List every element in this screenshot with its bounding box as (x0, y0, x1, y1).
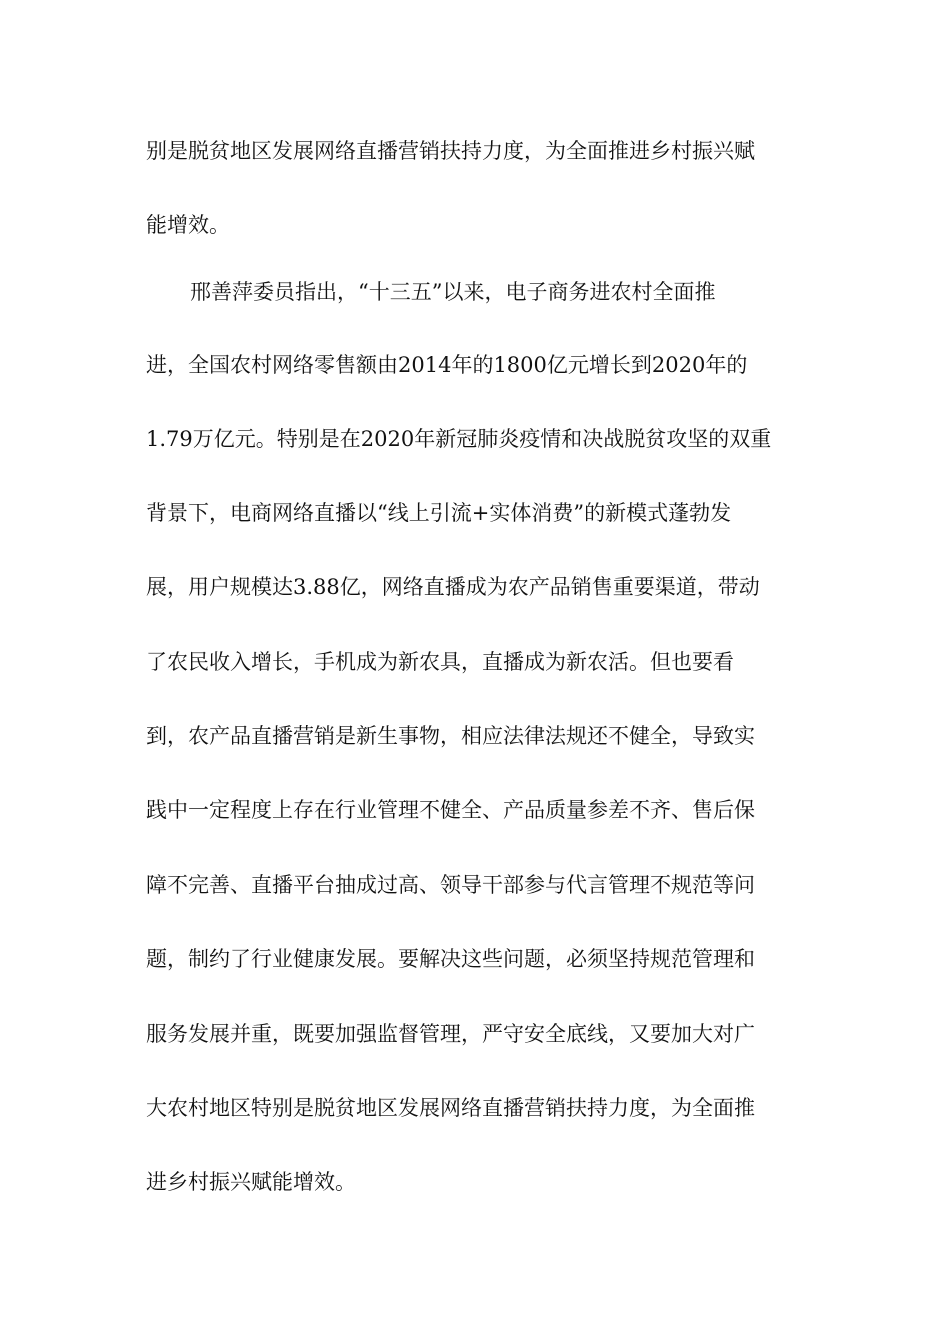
text-line: 进乡村振兴赋能增效。 (146, 1170, 356, 1194)
text-line: 题，制约了行业健康发展。要解决这些问题，必须坚持规范管理和 (146, 947, 755, 971)
text-line: 别是脱贫地区发展网络直播营销扶持力度，为全面推进乡村振兴赋 (146, 139, 755, 163)
text-line: 了农民收入增长，手机成为新农具，直播成为新农活。但也要看 (146, 650, 734, 674)
text-line: 进，全国农村网络零售额由2014年的1800亿元增长到2020年的 (146, 353, 748, 377)
text-line: 服务发展并重，既要加强监督管理，严守安全底线，又要加大对广 (146, 1022, 755, 1046)
text-line: 展，用户规模达3.88亿，网络直播成为农产品销售重要渠道，带动 (146, 575, 760, 599)
text-line: 大农村地区特别是脱贫地区发展网络直播营销扶持力度，为全面推 (146, 1096, 755, 1120)
text-line: 能增效。 (146, 213, 230, 237)
paragraph-start-line: 邢善萍委员指出，“十三五”以来，电子商务进农村全面推 (190, 280, 716, 304)
text-line: 1.79万亿元。特别是在2020年新冠肺炎疫情和决战脱贫攻坚的双重 (146, 427, 772, 451)
text-line: 践中一定程度上存在行业管理不健全、产品质量参差不齐、售后保 (146, 798, 755, 822)
text-line: 到，农产品直播营销是新生事物，相应法律法规还不健全，导致实 (146, 724, 755, 748)
text-line: 障不完善、直播平台抽成过高、领导干部参与代言管理不规范等问 (146, 873, 755, 897)
text-line: 背景下，电商网络直播以“线上引流+实体消费”的新模式蓬勃发 (146, 501, 732, 525)
